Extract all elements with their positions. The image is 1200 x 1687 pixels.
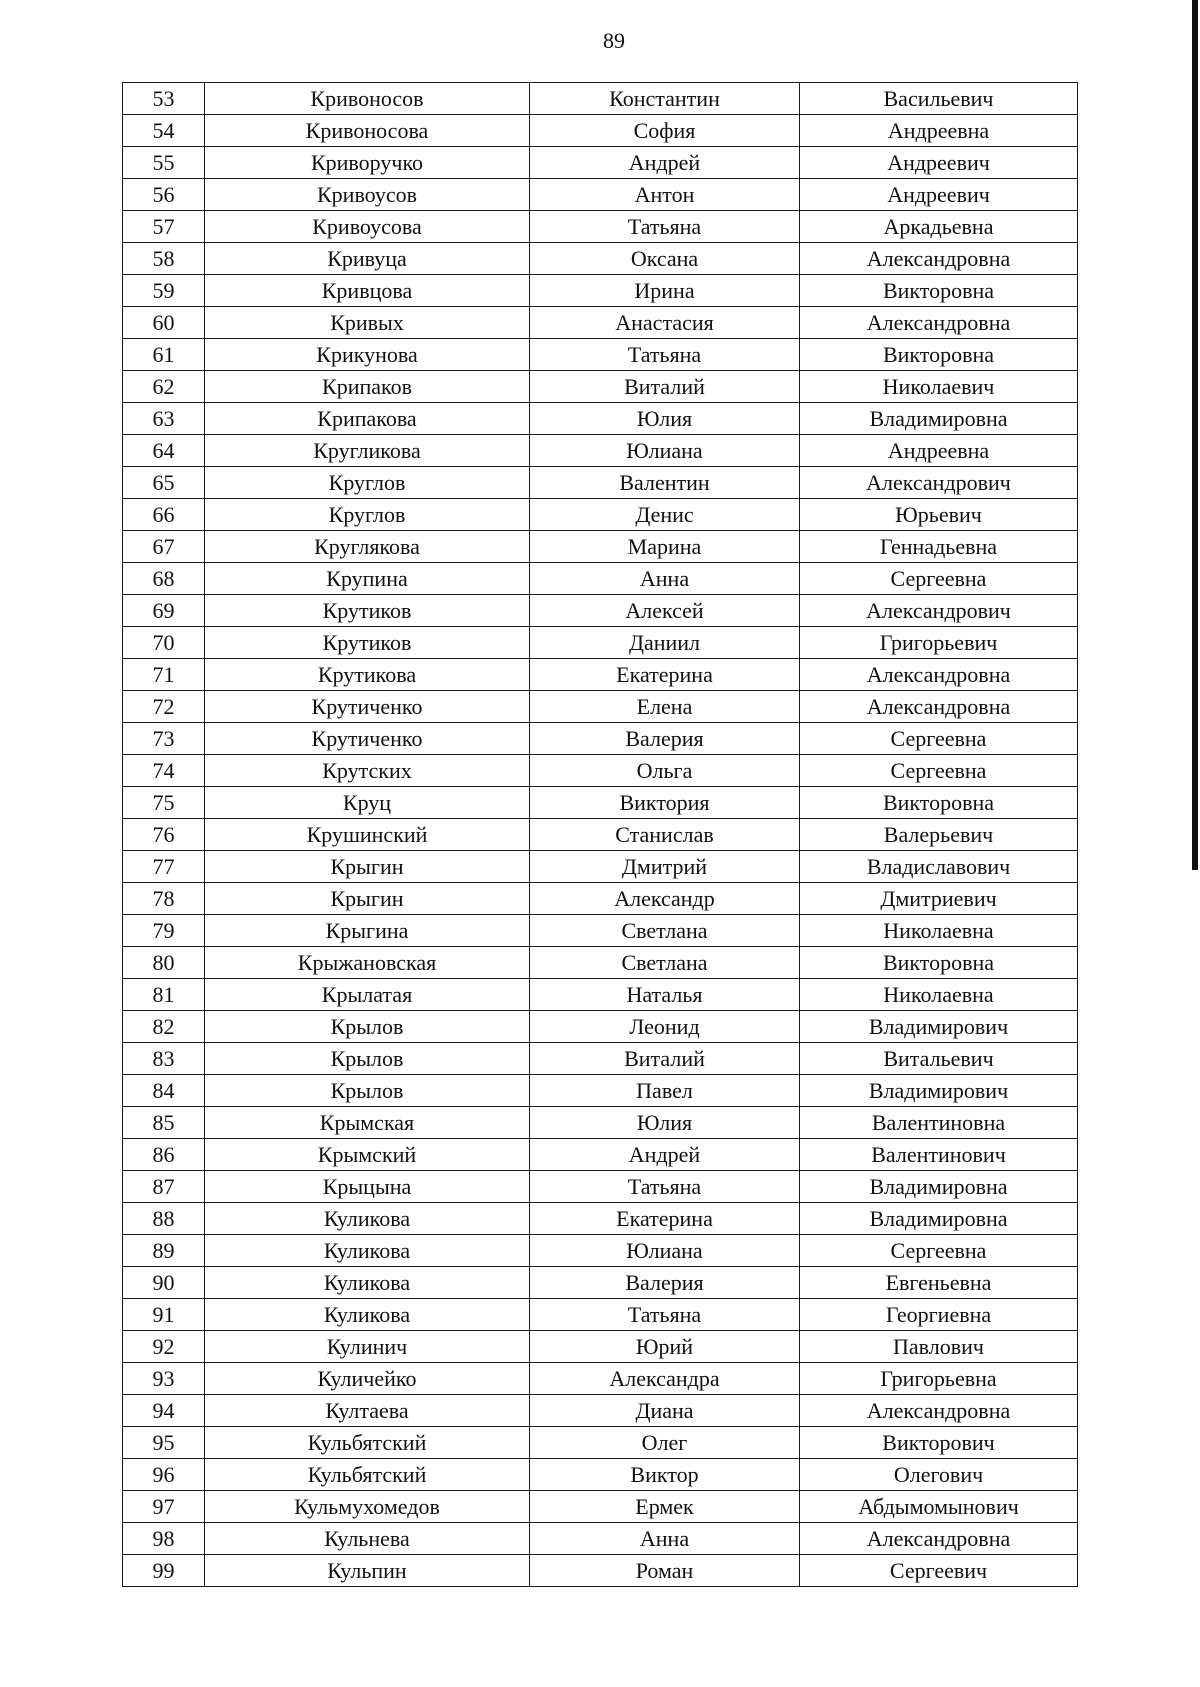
row-number-cell: 81 [123, 979, 205, 1011]
table-row [123, 179, 1078, 211]
table-row [123, 819, 1078, 851]
first-name-cell: Даниил [530, 627, 800, 659]
row-number-cell: 78 [123, 883, 205, 915]
surname-cell: Крутских [205, 755, 530, 787]
row-number-cell: 98 [123, 1523, 205, 1555]
table-row [123, 563, 1078, 595]
surname-cell: Куличейко [205, 1363, 530, 1395]
patronymic-cell: Александровна [800, 307, 1078, 339]
table-row [123, 1395, 1078, 1427]
surname-cell: Криворучко [205, 147, 530, 179]
table-row [123, 851, 1078, 883]
first-name-cell: Олег [530, 1427, 800, 1459]
surname-cell: Крутиков [205, 627, 530, 659]
table-row [123, 243, 1078, 275]
surname-cell: Кривоносов [205, 83, 530, 115]
table-row [123, 595, 1078, 627]
patronymic-cell: Юрьевич [800, 499, 1078, 531]
row-number-cell: 74 [123, 755, 205, 787]
first-name-cell: Ирина [530, 275, 800, 307]
patronymic-cell: Александровна [800, 1523, 1078, 1555]
surname-cell: Крикунова [205, 339, 530, 371]
surname-cell: Крыгин [205, 851, 530, 883]
row-number-cell: 57 [123, 211, 205, 243]
patronymic-cell: Андреевна [800, 115, 1078, 147]
patronymic-cell: Сергеевна [800, 723, 1078, 755]
patronymic-cell: Сергеевич [800, 1555, 1078, 1587]
table-row [123, 531, 1078, 563]
first-name-cell: Марина [530, 531, 800, 563]
table-row [123, 211, 1078, 243]
patronymic-cell: Васильевич [800, 83, 1078, 115]
surname-cell: Крипакова [205, 403, 530, 435]
patronymic-cell: Аркадьевна [800, 211, 1078, 243]
patronymic-cell: Викторовна [800, 339, 1078, 371]
first-name-cell: Татьяна [530, 1171, 800, 1203]
table-row [123, 499, 1078, 531]
patronymic-cell: Сергеевна [800, 1235, 1078, 1267]
surname-cell: Крыжановская [205, 947, 530, 979]
surname-cell: Кулинич [205, 1331, 530, 1363]
table-row [123, 1107, 1078, 1139]
table-row [123, 371, 1078, 403]
row-number-cell: 71 [123, 659, 205, 691]
row-number-cell: 99 [123, 1555, 205, 1587]
first-name-cell: Денис [530, 499, 800, 531]
first-name-cell: Анна [530, 563, 800, 595]
table-row [123, 307, 1078, 339]
surname-cell: Кульнева [205, 1523, 530, 1555]
patronymic-cell: Владимирович [800, 1011, 1078, 1043]
table-row [123, 1299, 1078, 1331]
first-name-cell: Валерия [530, 1267, 800, 1299]
surname-cell: Круглов [205, 499, 530, 531]
first-name-cell: Юлия [530, 1107, 800, 1139]
table-row [123, 83, 1078, 115]
patronymic-cell: Олегович [800, 1459, 1078, 1491]
patronymic-cell: Владиславович [800, 851, 1078, 883]
surname-cell: Куликова [205, 1235, 530, 1267]
row-number-cell: 88 [123, 1203, 205, 1235]
surname-cell: Крипаков [205, 371, 530, 403]
row-number-cell: 70 [123, 627, 205, 659]
table-row [123, 1427, 1078, 1459]
patronymic-cell: Сергеевна [800, 563, 1078, 595]
patronymic-cell: Георгиевна [800, 1299, 1078, 1331]
first-name-cell: Андрей [530, 147, 800, 179]
patronymic-cell: Викторовна [800, 787, 1078, 819]
first-name-cell: Роман [530, 1555, 800, 1587]
patronymic-cell: Дмитриевич [800, 883, 1078, 915]
row-number-cell: 82 [123, 1011, 205, 1043]
first-name-cell: Татьяна [530, 211, 800, 243]
table-row [123, 1235, 1078, 1267]
row-number-cell: 93 [123, 1363, 205, 1395]
table-row [123, 435, 1078, 467]
table-row [123, 627, 1078, 659]
first-name-cell: Павел [530, 1075, 800, 1107]
surname-cell: Култаева [205, 1395, 530, 1427]
row-number-cell: 96 [123, 1459, 205, 1491]
patronymic-cell: Николаевна [800, 979, 1078, 1011]
patronymic-cell: Николаевна [800, 915, 1078, 947]
table-row [123, 275, 1078, 307]
table-row [123, 723, 1078, 755]
patronymic-cell: Владимировна [800, 403, 1078, 435]
row-number-cell: 65 [123, 467, 205, 499]
surname-cell: Крыцына [205, 1171, 530, 1203]
table-row [123, 1363, 1078, 1395]
patronymic-cell: Викторовна [800, 947, 1078, 979]
table-row [123, 691, 1078, 723]
table-row [123, 1491, 1078, 1523]
surname-cell: Крутиченко [205, 723, 530, 755]
row-number-cell: 92 [123, 1331, 205, 1363]
row-number-cell: 60 [123, 307, 205, 339]
patronymic-cell: Владимировна [800, 1171, 1078, 1203]
row-number-cell: 85 [123, 1107, 205, 1139]
first-name-cell: Валентин [530, 467, 800, 499]
row-number-cell: 54 [123, 115, 205, 147]
scan-edge-line [1192, 0, 1198, 870]
surname-cell: Куликова [205, 1299, 530, 1331]
table-row [123, 403, 1078, 435]
patronymic-cell: Валентинович [800, 1139, 1078, 1171]
row-number-cell: 64 [123, 435, 205, 467]
first-name-cell: Алексей [530, 595, 800, 627]
surname-cell: Крымская [205, 1107, 530, 1139]
patronymic-cell: Викторовна [800, 275, 1078, 307]
table-row [123, 659, 1078, 691]
surname-cell: Куликова [205, 1267, 530, 1299]
row-number-cell: 80 [123, 947, 205, 979]
patronymic-cell: Александровна [800, 659, 1078, 691]
first-name-cell: Ольга [530, 755, 800, 787]
surname-cell: Кривуца [205, 243, 530, 275]
surname-cell: Кругликова [205, 435, 530, 467]
patronymic-cell: Андреевна [800, 435, 1078, 467]
surname-cell: Крутиченко [205, 691, 530, 723]
row-number-cell: 91 [123, 1299, 205, 1331]
table-row [123, 1555, 1078, 1587]
surname-cell: Крылов [205, 1075, 530, 1107]
surname-cell: Крылов [205, 1043, 530, 1075]
first-name-cell: Светлана [530, 947, 800, 979]
table-row [123, 1171, 1078, 1203]
patronymic-cell: Владимировна [800, 1203, 1078, 1235]
first-name-cell: Андрей [530, 1139, 800, 1171]
row-number-cell: 59 [123, 275, 205, 307]
patronymic-cell: Геннадьевна [800, 531, 1078, 563]
row-number-cell: 56 [123, 179, 205, 211]
first-name-cell: Виктор [530, 1459, 800, 1491]
table-row [123, 115, 1078, 147]
patronymic-cell: Григорьевич [800, 627, 1078, 659]
names-table [122, 82, 1078, 1587]
first-name-cell: Елена [530, 691, 800, 723]
surname-cell: Кульбятский [205, 1459, 530, 1491]
page-number: 89 [603, 28, 625, 53]
patronymic-cell: Евгеньевна [800, 1267, 1078, 1299]
patronymic-cell: Сергеевна [800, 755, 1078, 787]
table-row [123, 1043, 1078, 1075]
patronymic-cell: Александрович [800, 595, 1078, 627]
first-name-cell: Юлиана [530, 1235, 800, 1267]
patronymic-cell: Валерьевич [800, 819, 1078, 851]
row-number-cell: 79 [123, 915, 205, 947]
table-row [123, 339, 1078, 371]
first-name-cell: София [530, 115, 800, 147]
row-number-cell: 69 [123, 595, 205, 627]
patronymic-cell: Николаевич [800, 371, 1078, 403]
row-number-cell: 61 [123, 339, 205, 371]
surname-cell: Крымский [205, 1139, 530, 1171]
first-name-cell: Татьяна [530, 1299, 800, 1331]
row-number-cell: 83 [123, 1043, 205, 1075]
table-row [123, 755, 1078, 787]
row-number-cell: 73 [123, 723, 205, 755]
surname-cell: Крутиков [205, 595, 530, 627]
row-number-cell: 76 [123, 819, 205, 851]
first-name-cell: Виталий [530, 371, 800, 403]
first-name-cell: Светлана [530, 915, 800, 947]
row-number-cell: 87 [123, 1171, 205, 1203]
table-row [123, 1203, 1078, 1235]
surname-cell: Кривоусова [205, 211, 530, 243]
row-number-cell: 72 [123, 691, 205, 723]
first-name-cell: Юлиана [530, 435, 800, 467]
surname-cell: Круглякова [205, 531, 530, 563]
row-number-cell: 53 [123, 83, 205, 115]
first-name-cell: Антон [530, 179, 800, 211]
row-number-cell: 89 [123, 1235, 205, 1267]
surname-cell: Куликова [205, 1203, 530, 1235]
patronymic-cell: Андреевич [800, 179, 1078, 211]
row-number-cell: 68 [123, 563, 205, 595]
surname-cell: Кульмухомедов [205, 1491, 530, 1523]
first-name-cell: Станислав [530, 819, 800, 851]
first-name-cell: Анна [530, 1523, 800, 1555]
table-row [123, 1459, 1078, 1491]
patronymic-cell: Викторович [800, 1427, 1078, 1459]
first-name-cell: Юлия [530, 403, 800, 435]
surname-cell: Крылов [205, 1011, 530, 1043]
row-number-cell: 97 [123, 1491, 205, 1523]
first-name-cell: Виктория [530, 787, 800, 819]
first-name-cell: Наталья [530, 979, 800, 1011]
surname-cell: Круглов [205, 467, 530, 499]
row-number-cell: 62 [123, 371, 205, 403]
table-row [123, 1331, 1078, 1363]
surname-cell: Крылатая [205, 979, 530, 1011]
surname-cell: Кульпин [205, 1555, 530, 1587]
first-name-cell: Анастасия [530, 307, 800, 339]
surname-cell: Крупина [205, 563, 530, 595]
row-number-cell: 58 [123, 243, 205, 275]
table-row [123, 147, 1078, 179]
patronymic-cell: Владимирович [800, 1075, 1078, 1107]
row-number-cell: 77 [123, 851, 205, 883]
surname-cell: Крыгина [205, 915, 530, 947]
table-row [123, 787, 1078, 819]
table-row [123, 1011, 1078, 1043]
row-number-cell: 67 [123, 531, 205, 563]
table-row [123, 1139, 1078, 1171]
surname-cell: Крушинский [205, 819, 530, 851]
surname-cell: Крутикова [205, 659, 530, 691]
patronymic-cell: Андреевич [800, 147, 1078, 179]
surname-cell: Кривцова [205, 275, 530, 307]
patronymic-cell: Григорьевна [800, 1363, 1078, 1395]
first-name-cell: Юрий [530, 1331, 800, 1363]
row-number-cell: 95 [123, 1427, 205, 1459]
first-name-cell: Татьяна [530, 339, 800, 371]
row-number-cell: 66 [123, 499, 205, 531]
patronymic-cell: Павлович [800, 1331, 1078, 1363]
row-number-cell: 63 [123, 403, 205, 435]
patronymic-cell: Александровна [800, 1395, 1078, 1427]
first-name-cell: Валерия [530, 723, 800, 755]
surname-cell: Кривых [205, 307, 530, 339]
first-name-cell: Екатерина [530, 1203, 800, 1235]
table-row [123, 979, 1078, 1011]
first-name-cell: Виталий [530, 1043, 800, 1075]
patronymic-cell: Витальевич [800, 1043, 1078, 1075]
names-table-body [123, 83, 1078, 1587]
surname-cell: Кульбятский [205, 1427, 530, 1459]
table-row [123, 947, 1078, 979]
patronymic-cell: Александровна [800, 691, 1078, 723]
first-name-cell: Диана [530, 1395, 800, 1427]
first-name-cell: Александр [530, 883, 800, 915]
first-name-cell: Константин [530, 83, 800, 115]
row-number-cell: 90 [123, 1267, 205, 1299]
row-number-cell: 86 [123, 1139, 205, 1171]
surname-cell: Кривоносова [205, 115, 530, 147]
surname-cell: Крыгин [205, 883, 530, 915]
table-row [123, 883, 1078, 915]
first-name-cell: Дмитрий [530, 851, 800, 883]
patronymic-cell: Абдымомынович [800, 1491, 1078, 1523]
patronymic-cell: Александрович [800, 467, 1078, 499]
row-number-cell: 55 [123, 147, 205, 179]
patronymic-cell: Александровна [800, 243, 1078, 275]
table-row [123, 1075, 1078, 1107]
row-number-cell: 94 [123, 1395, 205, 1427]
table-row [123, 1523, 1078, 1555]
surname-cell: Круц [205, 787, 530, 819]
first-name-cell: Ермек [530, 1491, 800, 1523]
first-name-cell: Екатерина [530, 659, 800, 691]
surname-cell: Кривоусов [205, 179, 530, 211]
first-name-cell: Александра [530, 1363, 800, 1395]
table-row [123, 1267, 1078, 1299]
row-number-cell: 75 [123, 787, 205, 819]
first-name-cell: Леонид [530, 1011, 800, 1043]
table-row [123, 467, 1078, 499]
row-number-cell: 84 [123, 1075, 205, 1107]
patronymic-cell: Валентиновна [800, 1107, 1078, 1139]
first-name-cell: Оксана [530, 243, 800, 275]
table-row [123, 915, 1078, 947]
